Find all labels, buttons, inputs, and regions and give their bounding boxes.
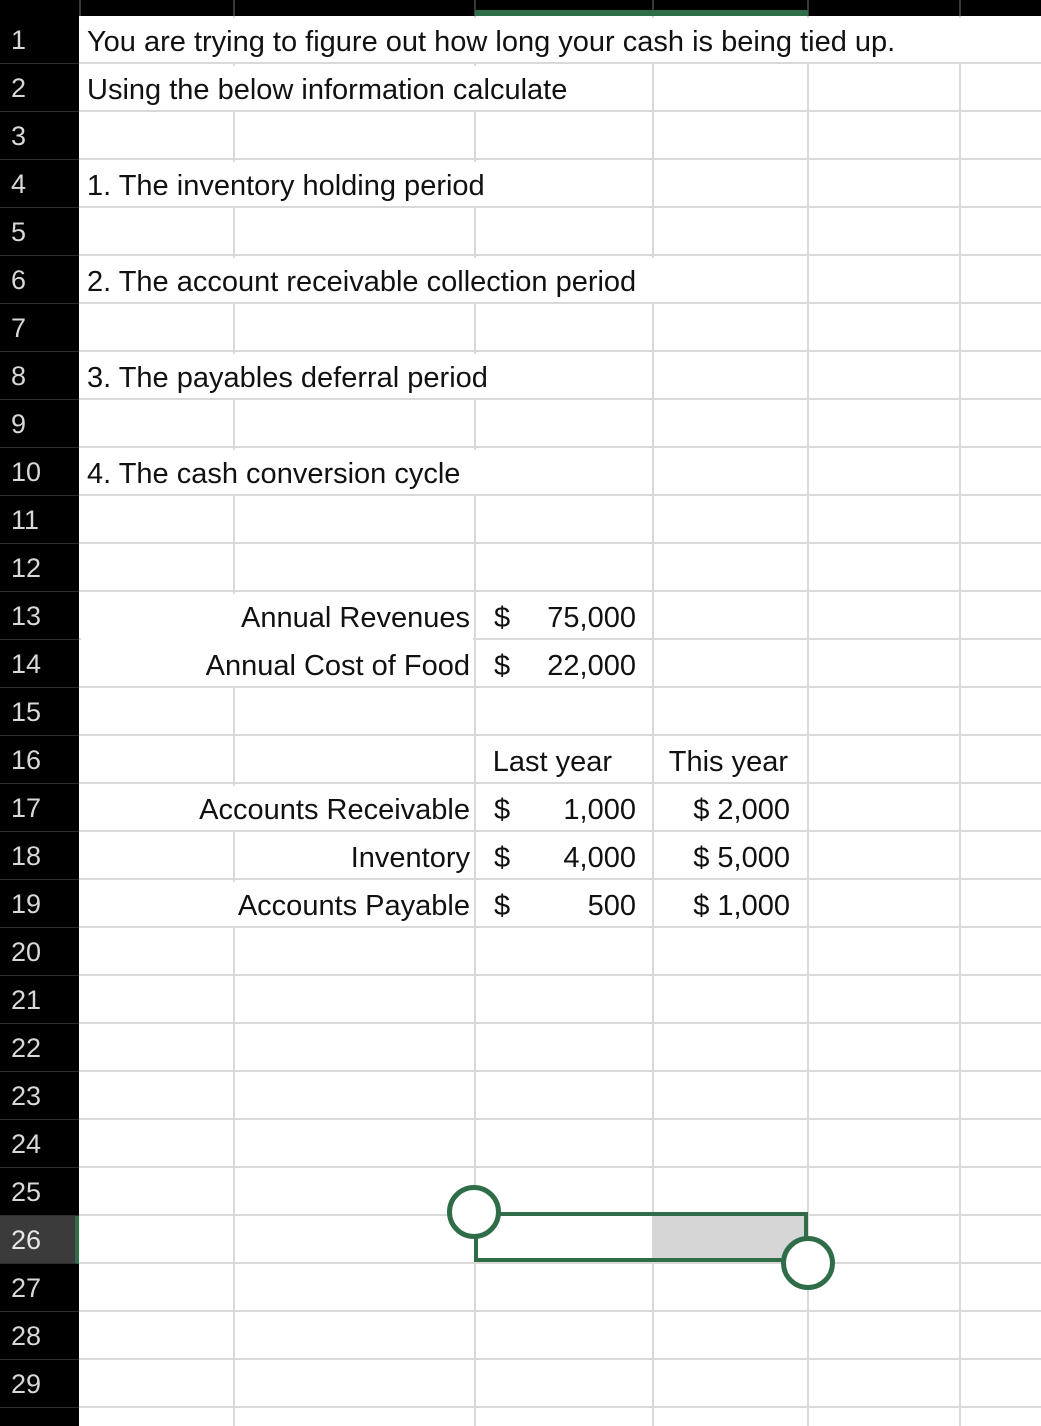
annual-revenues-currency[interactable]: $ <box>494 602 511 634</box>
row-header-2[interactable]: 2 <box>0 64 79 112</box>
accounts-receivable-this-year[interactable]: $ 2,000 <box>693 794 790 826</box>
selection-range[interactable] <box>474 1212 808 1262</box>
row-gridline <box>79 734 1041 736</box>
row-header-16[interactable]: 16 <box>0 736 79 784</box>
row-header-22[interactable]: 22 <box>0 1024 79 1072</box>
row-gridline <box>79 1166 1041 1168</box>
cell-A8[interactable]: 3. The payables deferral period <box>87 362 488 394</box>
row-gridline <box>79 1262 1041 1264</box>
accounts-receivable-last-year[interactable]: 1,000 <box>563 794 636 826</box>
column-gridline <box>233 16 235 1426</box>
column-separator <box>233 0 235 16</box>
accounts-payable-label[interactable]: Accounts Payable <box>237 890 470 922</box>
row-header-23[interactable]: 23 <box>0 1072 79 1120</box>
row-gridline <box>79 446 1041 448</box>
cell-A6[interactable]: 2. The account receivable collection period <box>87 266 637 298</box>
accounts-payable-currency[interactable]: $ <box>494 890 511 922</box>
accounts-payable-this-year[interactable]: $ 1,000 <box>693 890 790 922</box>
row-gridline <box>79 350 1041 352</box>
row-gridline <box>79 1070 1041 1072</box>
row-header-11[interactable]: 11 <box>0 496 79 544</box>
row-header-3[interactable]: 3 <box>0 112 79 160</box>
cell-A10[interactable]: 4. The cash conversion cycle <box>87 458 461 490</box>
annual-cost-of-food-label[interactable]: Annual Cost of Food <box>205 650 470 682</box>
column-separator <box>959 0 961 16</box>
cell-A1[interactable]: You are trying to figure out how long your cash is being tied up. <box>87 26 896 58</box>
selection-start-handle[interactable] <box>447 1185 501 1239</box>
row-header-6[interactable]: 6 <box>0 256 79 304</box>
cell-A4[interactable]: 1. The inventory holding period <box>87 170 485 202</box>
accounts-receivable-label[interactable]: Accounts Receivable <box>199 794 470 826</box>
row-header-15[interactable]: 15 <box>0 688 79 736</box>
row-gridline <box>79 1406 1041 1408</box>
header-this-year[interactable]: This year <box>668 746 788 778</box>
row-gridline <box>79 1358 1041 1360</box>
row-header-26[interactable]: 26 <box>0 1216 79 1264</box>
row-gridline <box>79 1022 1041 1024</box>
accounts-receivable-currency[interactable]: $ <box>494 794 511 826</box>
row-header-9[interactable]: 9 <box>0 400 79 448</box>
column-header-bar[interactable] <box>0 0 1041 16</box>
row-header-8[interactable]: 8 <box>0 352 79 400</box>
accounts-payable-last-year[interactable]: 500 <box>587 890 636 922</box>
row-header-20[interactable]: 20 <box>0 928 79 976</box>
row-gridline <box>79 1310 1041 1312</box>
column-gridline <box>959 16 961 1426</box>
row-header-24[interactable]: 24 <box>0 1120 79 1168</box>
row-header-4[interactable]: 4 <box>0 160 79 208</box>
annual-cost-of-food-value[interactable]: 22,000 <box>547 650 636 682</box>
row-header-19[interactable]: 19 <box>0 880 79 928</box>
row-header-12[interactable]: 12 <box>0 544 79 592</box>
row-header-14[interactable]: 14 <box>0 640 79 688</box>
row-header-13[interactable]: 13 <box>0 592 79 640</box>
row-header-25[interactable]: 25 <box>0 1168 79 1216</box>
row-header-7[interactable]: 7 <box>0 304 79 352</box>
row-gridline <box>79 254 1041 256</box>
row-gridline <box>79 1118 1041 1120</box>
inventory-label[interactable]: Inventory <box>350 842 470 874</box>
row-header-bar[interactable] <box>0 16 79 1426</box>
row-header-5[interactable]: 5 <box>0 208 79 256</box>
row-gridline <box>79 158 1041 160</box>
inventory-this-year[interactable]: $ 5,000 <box>693 842 790 874</box>
annual-cost-of-food-currency[interactable]: $ <box>494 650 511 682</box>
header-last-year[interactable]: Last year <box>492 746 612 778</box>
annual-revenues-label[interactable]: Annual Revenues <box>241 602 470 634</box>
row-header-21[interactable]: 21 <box>0 976 79 1024</box>
row-header-10[interactable]: 10 <box>0 448 79 496</box>
column-separator <box>79 0 81 16</box>
cell-A2[interactable]: Using the below information calculate <box>87 74 568 106</box>
row-header-18[interactable]: 18 <box>0 832 79 880</box>
selected-columns-indicator <box>475 10 808 16</box>
row-header-29[interactable]: 29 <box>0 1360 79 1408</box>
annual-revenues-value[interactable]: 75,000 <box>547 602 636 634</box>
row-gridline <box>79 542 1041 544</box>
row-header-partial <box>0 1408 79 1426</box>
inventory-last-year[interactable]: 4,000 <box>563 842 636 874</box>
row-gridline <box>79 590 1041 592</box>
row-gridline <box>79 974 1041 976</box>
inventory-currency[interactable]: $ <box>494 842 511 874</box>
row-header-28[interactable]: 28 <box>0 1312 79 1360</box>
row-header-1[interactable]: 1 <box>0 16 79 64</box>
row-header-27[interactable]: 27 <box>0 1264 79 1312</box>
selection-end-handle[interactable] <box>781 1236 835 1290</box>
row-header-17[interactable]: 17 <box>0 784 79 832</box>
